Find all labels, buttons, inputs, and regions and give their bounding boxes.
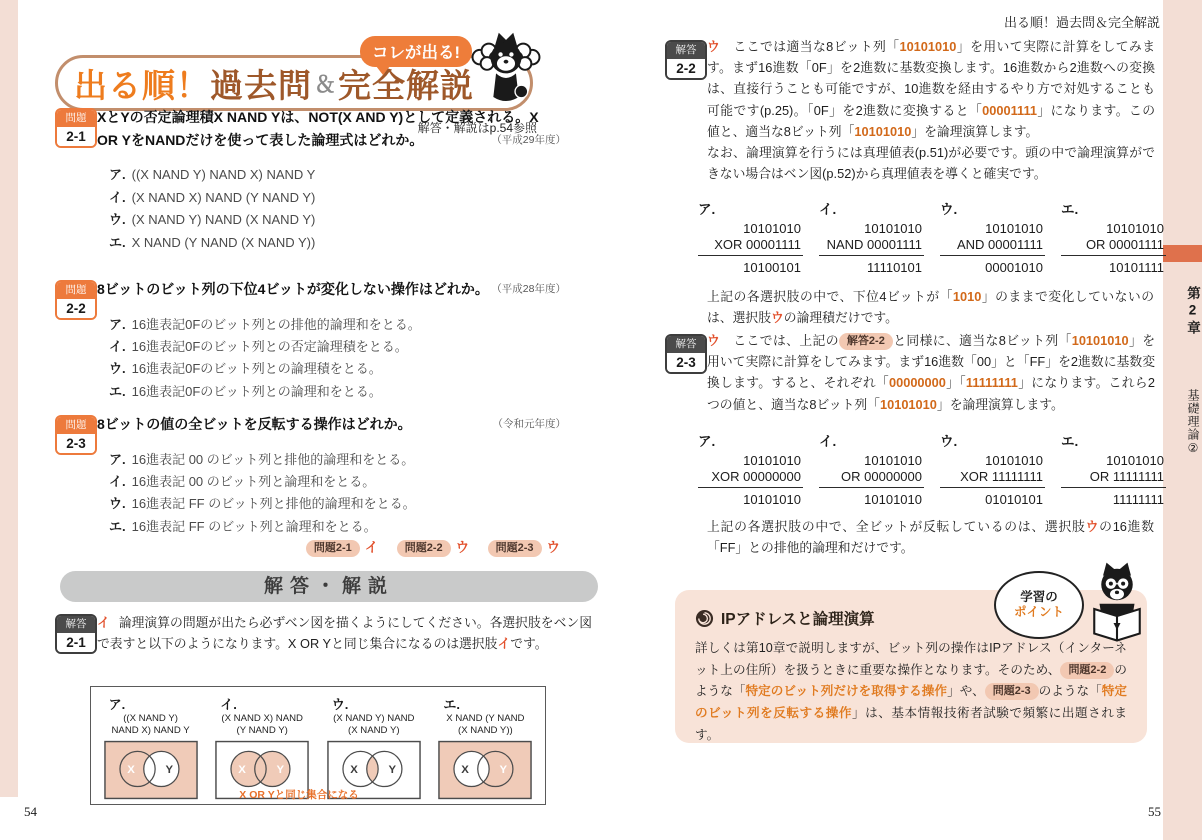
answers-section-banner: 解答・解説 [60,571,598,602]
svg-text:Y: Y [276,764,285,777]
option-e: エ. X NAND (Y NAND (X NAND Y)) [109,234,316,250]
banner-title-brown1: 過去問 [210,66,312,104]
option-a: ア. 16進表記0Fのビット列との排他的論理和をとる。 [109,316,421,332]
svg-text:X: X [238,764,246,777]
badge-number: 2-2 [667,59,705,78]
question-year: （平成28年度） [491,283,566,295]
problem-badge [55,280,97,320]
right-page-edge-strip [1163,0,1202,840]
answer-badge [55,614,97,654]
answer-2-2 [665,36,1155,185]
badge-label: 解答 [667,336,705,353]
calc-col-e: エ. 10101010 OR 11111111 11111111 [1061,434,1164,507]
venn-note: X OR Yと同じ集合になる [239,789,359,801]
option-u: ウ. 16進表記0Fのビット列との論理積をとる。 [109,361,382,377]
venn-option-a: ア. ((X NAND Y) NAND X) NAND Y X Y [99,694,203,804]
answer-2-3 [665,330,1155,415]
chapter-tab-title: 第2章 [1185,285,1200,337]
question-year: （平成29年度） [491,134,566,146]
page-number-right: 55 [1148,804,1161,819]
left-page-edge-strip [0,0,18,797]
option-i: イ. (X NAND X) NAND (Y NAND Y) [109,189,316,205]
calc-table-2-2 [698,198,1166,275]
conclusion-2-3: 上記の各選択肢の中で、全ビットが反転しているのは、選択肢ウの16進数「FF」との排他的論理和だけです。 [707,519,1155,556]
calc-table-2-3 [698,430,1166,507]
option-u: ウ. (X NAND Y) NAND (X NAND Y) [109,212,316,228]
venn-diagram-box [90,686,546,805]
badge-number: 2-3 [667,353,705,372]
inline-ref-pill: 問題2-3 [985,683,1039,700]
calc-col-i: イ. 10101010 NAND 00001111 11110101 [819,202,922,275]
answer-badge [665,334,707,374]
answer-key-line [55,536,560,557]
calc-col-i: イ. 10101010 OR 00000000 10101010 [819,434,922,507]
page-number-left: 54 [24,804,37,819]
answer-2-3-text: ウ ここでは、上記の 解答2-2 と同様に、適当な8ビット列「10101010」を用いて実際に計算をしてみます。まず16進数「00」と「FF」を2進数に基数変換します。すると、それぞれ「00000000」「11111111」になります。これら2つの値と、適当な8ビット列「10101010」を論理演算します。 [707,333,1156,412]
option-a: ア. ((X NAND Y) NAND X) NAND Y [109,167,316,183]
calc-col-e: エ. 10101010 OR 00001111 10101111 [1061,202,1164,275]
question-text: 8ビットの値の全ビットを反転する操作はどれか。 [97,416,412,432]
svg-text:X: X [461,764,470,777]
badge-label: 問題 [57,110,95,127]
badge-label: 問題 [57,282,95,299]
answer-key-2-1: 問題2-1 イ [306,539,378,556]
answer-2-2-note: なお、論理演算を行うには真理値表(p.51)が必要です。頭の中で論理演算ができない場合はベン図(p.52)から真理値表を導くと確実です。 [707,145,1155,182]
calc-col-a: ア. 10101010 XOR 00000000 10101010 [698,434,801,507]
answer-2-1-text: イ 論理演算の問題が出たら必ずベン図を描くようにしてください。各選択肢をベン図で表すと以下のようになります。X OR Yと同じ集合になるのは選択肢イです。 [97,615,592,652]
svg-text:Y: Y [499,764,508,777]
problem-badge [55,415,97,455]
question-text: 8ビットのビット列の下位4ビットが変化しない操作はどれか。 [97,281,489,297]
options-list [109,449,560,539]
option-e: エ. 16進表記 FF のビット列と論理和をとる。 [109,518,377,534]
answer-key-2-3: 問題2-3 ウ [488,539,560,556]
point-box-title: IPアドレスと論理演算 [721,611,875,628]
problem-2-2 [55,278,566,403]
dog-reading-mascot-icon [1082,558,1152,646]
venn-option-i: イ. (X NAND X) NAND (Y NAND Y) X Y [210,694,314,804]
venn-figure [103,740,199,800]
chapter-tab-marker [1163,245,1202,262]
venn-option-e: エ. X NAND (Y NAND (X NAND Y)) X Y [433,694,537,804]
svg-text:Y: Y [388,764,396,777]
conclusion-2-2: 上記の各選択肢の中で、下位4ビットが「1010」のままで変化していないのは、選択肢ウの論理積だけです。 [707,289,1155,326]
svg-text:X: X [349,764,358,777]
options-list [109,164,560,254]
option-u: ウ. 16進表記 FF のビット列と排他的論理和をとる。 [109,496,416,512]
option-i: イ. 16進表記 00 のビット列と論理和をとる。 [109,474,376,490]
inline-ref-pill: 問題2-2 [1060,662,1114,679]
reference-note: 解答・解説はp.54参照 [417,121,537,135]
study-point-bubble: 学習の ポイント [994,571,1084,639]
inline-ref-pill: 解答2-2 [839,333,893,350]
question-year: （令和元年度） [492,418,566,430]
badge-number: 2-3 [57,434,95,453]
venn-figure [437,740,533,800]
venn-option-u: ウ. (X NAND Y) NAND (X NAND Y) X Y [322,694,426,804]
answer-2-1 [55,612,590,654]
badge-label: 解答 [667,42,705,59]
problem-2-3 [55,413,566,538]
calc-col-u: ウ. 10101010 AND 00001111 00001010 [940,202,1043,275]
point-box-body: 詳しくは第10章で説明しますが、ビット列の操作はIPアドレス（インターネット上の住所）を扱うときに重要な操作となります。そのため、 問題2-2 のような「特定のビット列だけを取得する操作」や、 問題2-3 のような「特定のビット列を反転する操作」は、基本情報技術者試験で頻繁に出題されます。 [695,641,1128,742]
problem-2-1 [55,106,566,254]
answer-2-2-text: ウ ここでは適当な8ビット列「10101010」を用いて実際に計算をしてみます。まず16進数「0F」を2進数に基数変換します。16進数から2進数への変換は、直接行うことも可能ですが、10進数を経由するやり方で対処することも可能です(p.25)。「0F」を2進数に変換すると「00001111」になります。この値と、適当な8ビット列「10101010」を論理演算します。 なお、論理演算を行うには真理値表(p.51)が必要です。頭の中で論理演算ができない場合はベン図(p.52)から真理値表を導くと確実です。 [707,36,1155,185]
dog-mascot-icon [468,28,544,108]
calc-col-a: ア. 10101010 XOR 00001111 10100101 [698,202,801,275]
option-a: ア. 16進表記 00 のビット列と排他的論理和をとる。 [109,451,415,467]
chapter-tab-section: 基礎理論② [1186,388,1200,456]
banner-ampersand: ＆ [314,71,337,97]
problem-badge [55,108,97,148]
answer-key-2-2: 問題2-2 ウ [397,539,469,556]
badge-number: 2-1 [57,633,95,652]
question-text: XとYの否定論理積X NAND Yは、NOT(X AND Y)として定義される。X OR YをNANDだけを使って表した論理式はどれか。 [97,109,539,148]
badge-number: 2-2 [57,299,95,318]
options-list [109,314,560,404]
banner-title-brown2: 完全解説 [338,66,475,104]
svg-text:X: X [126,764,135,777]
option-i: イ. 16進表記0Fのビット列との否定論理積をとる。 [109,339,408,355]
speech-bubble: コレが出る! [360,36,472,67]
badge-number: 2-1 [57,127,95,146]
running-head: 出る順！過去問＆完全解説 [1003,15,1160,30]
option-e: エ. 16進表記0Fのビット列との論理和をとる。 [109,383,382,399]
answer-badge [665,40,707,80]
spiral-icon [695,609,714,628]
badge-label: 問題 [57,417,95,434]
calc-col-u: ウ. 10101010 XOR 11111111 01010101 [940,434,1043,507]
badge-label: 解答 [57,616,95,633]
banner-title-orange: 出る順！ [74,66,210,104]
svg-text:Y: Y [165,764,173,777]
